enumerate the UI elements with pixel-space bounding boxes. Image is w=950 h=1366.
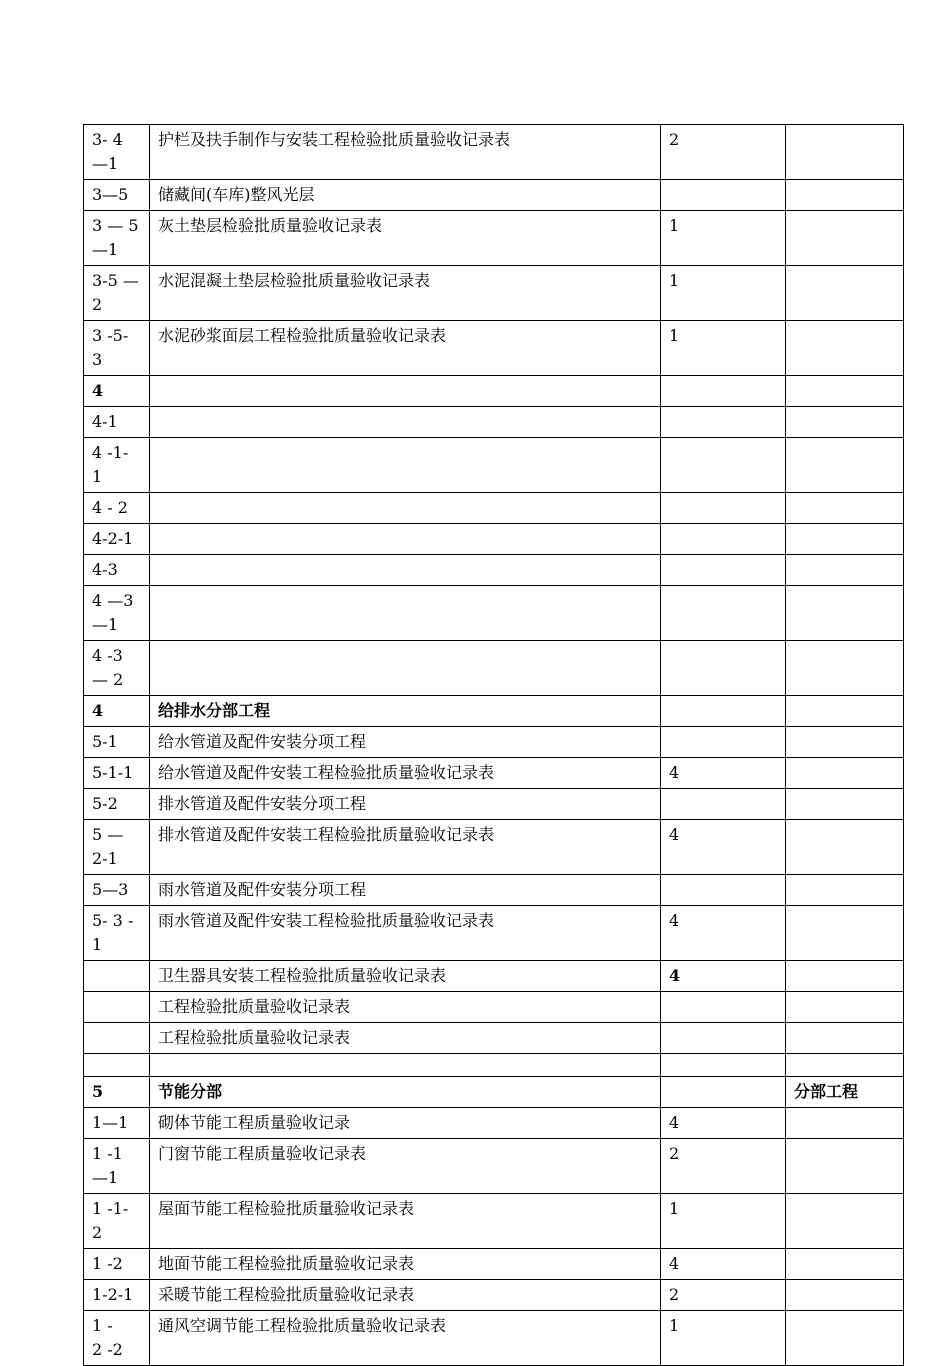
row-note-cell xyxy=(786,641,904,696)
row-item-cell: 给排水分部工程 xyxy=(150,696,661,727)
table-row xyxy=(84,820,904,875)
row-count-cell xyxy=(661,1077,786,1108)
row-code-cell: 5 xyxy=(84,1077,150,1108)
table-row xyxy=(84,1194,904,1249)
row-code-cell xyxy=(84,1023,150,1054)
row-code-cell xyxy=(84,992,150,1023)
row-note-cell xyxy=(786,1023,904,1054)
row-count-cell xyxy=(661,992,786,1023)
row-note-cell xyxy=(786,1280,904,1311)
row-item-cell: 给水管道及配件安装分项工程 xyxy=(150,727,661,758)
table-row xyxy=(84,180,904,211)
row-note-cell xyxy=(786,586,904,641)
table-row xyxy=(84,266,904,321)
row-note-cell xyxy=(786,407,904,438)
row-count-cell: 1 xyxy=(661,266,786,321)
row-count-cell: 2 xyxy=(661,125,786,180)
row-code-cell: 1 - 2 -2 xyxy=(84,1311,150,1366)
row-item-cell: 卫生器具安装工程检验批质量验收记录表 xyxy=(150,961,661,992)
row-item-cell xyxy=(150,586,661,641)
table-row xyxy=(84,641,904,696)
row-item-cell: 雨水管道及配件安装分项工程 xyxy=(150,875,661,906)
row-item-cell: 水泥砂浆面层工程检验批质量验收记录表 xyxy=(150,321,661,376)
row-item-cell: 储藏间(车库)整风光层 xyxy=(150,180,661,211)
table-row xyxy=(84,875,904,906)
row-item-cell xyxy=(150,524,661,555)
table-row xyxy=(84,727,904,758)
row-count-cell: 2 xyxy=(661,1280,786,1311)
row-item-cell: 给水管道及配件安装工程检验批质量验收记录表 xyxy=(150,758,661,789)
row-count-cell: 4 xyxy=(661,906,786,961)
row-count-cell xyxy=(661,407,786,438)
row-note-cell xyxy=(786,321,904,376)
row-code-cell: 4-3 xyxy=(84,555,150,586)
table-row xyxy=(84,376,904,407)
row-note-cell xyxy=(786,180,904,211)
row-code-cell: 1 -1- 2 xyxy=(84,1194,150,1249)
row-item-cell xyxy=(150,555,661,586)
table-row xyxy=(84,586,904,641)
row-count-cell: 1 xyxy=(661,1311,786,1366)
row-code-cell: 3 — 5 —1 xyxy=(84,211,150,266)
row-item-cell: 通风空调节能工程检验批质量验收记录表 xyxy=(150,1311,661,1366)
row-code-cell: 4 -1- 1 xyxy=(84,438,150,493)
row-item-cell xyxy=(150,407,661,438)
row-count-cell xyxy=(661,493,786,524)
row-item-cell: 工程检验批质量验收记录表 xyxy=(150,992,661,1023)
row-note-cell xyxy=(786,789,904,820)
table-row xyxy=(84,758,904,789)
row-code-cell: 1 -1 —1 xyxy=(84,1139,150,1194)
row-note-cell xyxy=(786,758,904,789)
table-row xyxy=(84,1023,904,1054)
row-count-cell xyxy=(661,1054,786,1077)
row-count-cell: 4 xyxy=(661,1108,786,1139)
row-count-cell: 1 xyxy=(661,211,786,266)
row-count-cell: 4 xyxy=(661,820,786,875)
row-code-cell: 5-1-1 xyxy=(84,758,150,789)
row-note-cell xyxy=(786,125,904,180)
row-code-cell xyxy=(84,961,150,992)
row-code-cell: 1 -2 xyxy=(84,1249,150,1280)
row-note-cell xyxy=(786,1249,904,1280)
row-item-cell: 砌体节能工程质量验收记录 xyxy=(150,1108,661,1139)
row-code-cell: 4 xyxy=(84,696,150,727)
row-count-cell xyxy=(661,727,786,758)
row-count-cell xyxy=(661,586,786,641)
table-row xyxy=(84,992,904,1023)
row-note-cell xyxy=(786,1054,904,1077)
row-item-cell xyxy=(150,438,661,493)
row-count-cell: 1 xyxy=(661,1194,786,1249)
row-note-cell xyxy=(786,493,904,524)
row-code-cell: 5 — 2-1 xyxy=(84,820,150,875)
row-count-cell xyxy=(661,789,786,820)
row-item-cell: 屋面节能工程检验批质量验收记录表 xyxy=(150,1194,661,1249)
table-row xyxy=(84,1077,904,1108)
row-note-cell xyxy=(786,266,904,321)
row-item-cell: 工程检验批质量验收记录表 xyxy=(150,1023,661,1054)
row-count-cell xyxy=(661,438,786,493)
table-row xyxy=(84,1139,904,1194)
inspection-record-table xyxy=(83,124,904,1366)
row-code-cell: 3—5 xyxy=(84,180,150,211)
row-code-cell: 3- 4 —1 xyxy=(84,125,150,180)
row-item-cell: 排水管道及配件安装工程检验批质量验收记录表 xyxy=(150,820,661,875)
row-count-cell xyxy=(661,875,786,906)
row-note-cell xyxy=(786,992,904,1023)
row-count-cell: 4 xyxy=(661,758,786,789)
row-note-cell xyxy=(786,555,904,586)
row-code-cell: 1—1 xyxy=(84,1108,150,1139)
row-count-cell xyxy=(661,641,786,696)
row-count-cell xyxy=(661,1023,786,1054)
table-row xyxy=(84,125,904,180)
row-note-cell: 分部工程 xyxy=(786,1077,904,1108)
table-row xyxy=(84,407,904,438)
row-note-cell xyxy=(786,376,904,407)
row-count-cell xyxy=(661,696,786,727)
row-code-cell: 4 xyxy=(84,376,150,407)
row-code-cell: 4-1 xyxy=(84,407,150,438)
table-row xyxy=(84,1311,904,1366)
row-note-cell xyxy=(786,1311,904,1366)
table-row xyxy=(84,524,904,555)
row-code-cell: 3-5 — 2 xyxy=(84,266,150,321)
row-note-cell xyxy=(786,727,904,758)
row-note-cell xyxy=(786,211,904,266)
table-row xyxy=(84,493,904,524)
table-row xyxy=(84,1249,904,1280)
table-body xyxy=(84,125,904,1366)
row-code-cell: 3 -5- 3 xyxy=(84,321,150,376)
row-item-cell: 水泥混凝土垫层检验批质量验收记录表 xyxy=(150,266,661,321)
row-note-cell xyxy=(786,961,904,992)
table-row xyxy=(84,555,904,586)
row-code-cell: 5-1 xyxy=(84,727,150,758)
row-item-cell: 雨水管道及配件安装工程检验批质量验收记录表 xyxy=(150,906,661,961)
table-row xyxy=(84,1054,904,1077)
row-code-cell: 4 - 2 xyxy=(84,493,150,524)
row-count-cell xyxy=(661,376,786,407)
row-note-cell xyxy=(786,906,904,961)
table-row xyxy=(84,321,904,376)
table-row xyxy=(84,211,904,266)
row-count-cell: 2 xyxy=(661,1139,786,1194)
table-row xyxy=(84,906,904,961)
row-item-cell: 灰土垫层检验批质量验收记录表 xyxy=(150,211,661,266)
row-note-cell xyxy=(786,1139,904,1194)
row-item-cell: 地面节能工程检验批质量验收记录表 xyxy=(150,1249,661,1280)
row-count-cell: 1 xyxy=(661,321,786,376)
row-note-cell xyxy=(786,696,904,727)
row-item-cell xyxy=(150,1054,661,1077)
row-item-cell: 护栏及扶手制作与安装工程检验批质量验收记录表 xyxy=(150,125,661,180)
table-row xyxy=(84,961,904,992)
row-item-cell xyxy=(150,493,661,524)
row-note-cell xyxy=(786,875,904,906)
table-row xyxy=(84,789,904,820)
row-code-cell: 1-2-1 xyxy=(84,1280,150,1311)
table-row xyxy=(84,1108,904,1139)
row-count-cell xyxy=(661,180,786,211)
row-note-cell xyxy=(786,1108,904,1139)
row-code-cell: 5- 3 - 1 xyxy=(84,906,150,961)
row-count-cell xyxy=(661,555,786,586)
row-item-cell: 门窗节能工程质量验收记录表 xyxy=(150,1139,661,1194)
row-item-cell xyxy=(150,376,661,407)
row-note-cell xyxy=(786,438,904,493)
row-note-cell xyxy=(786,820,904,875)
row-item-cell: 节能分部 xyxy=(150,1077,661,1108)
row-code-cell xyxy=(84,1054,150,1077)
row-code-cell: 5—3 xyxy=(84,875,150,906)
table-row xyxy=(84,696,904,727)
row-item-cell: 采暖节能工程检验批质量验收记录表 xyxy=(150,1280,661,1311)
row-item-cell: 排水管道及配件安装分项工程 xyxy=(150,789,661,820)
row-count-cell: 4 xyxy=(661,1249,786,1280)
row-count-cell: 4 xyxy=(661,961,786,992)
row-item-cell xyxy=(150,641,661,696)
row-code-cell: 4 —3 —1 xyxy=(84,586,150,641)
table-row xyxy=(84,438,904,493)
table-row xyxy=(84,1280,904,1311)
row-count-cell xyxy=(661,524,786,555)
row-note-cell xyxy=(786,1194,904,1249)
row-code-cell: 4 -3 — 2 xyxy=(84,641,150,696)
row-code-cell: 5-2 xyxy=(84,789,150,820)
row-note-cell xyxy=(786,524,904,555)
row-code-cell: 4-2-1 xyxy=(84,524,150,555)
